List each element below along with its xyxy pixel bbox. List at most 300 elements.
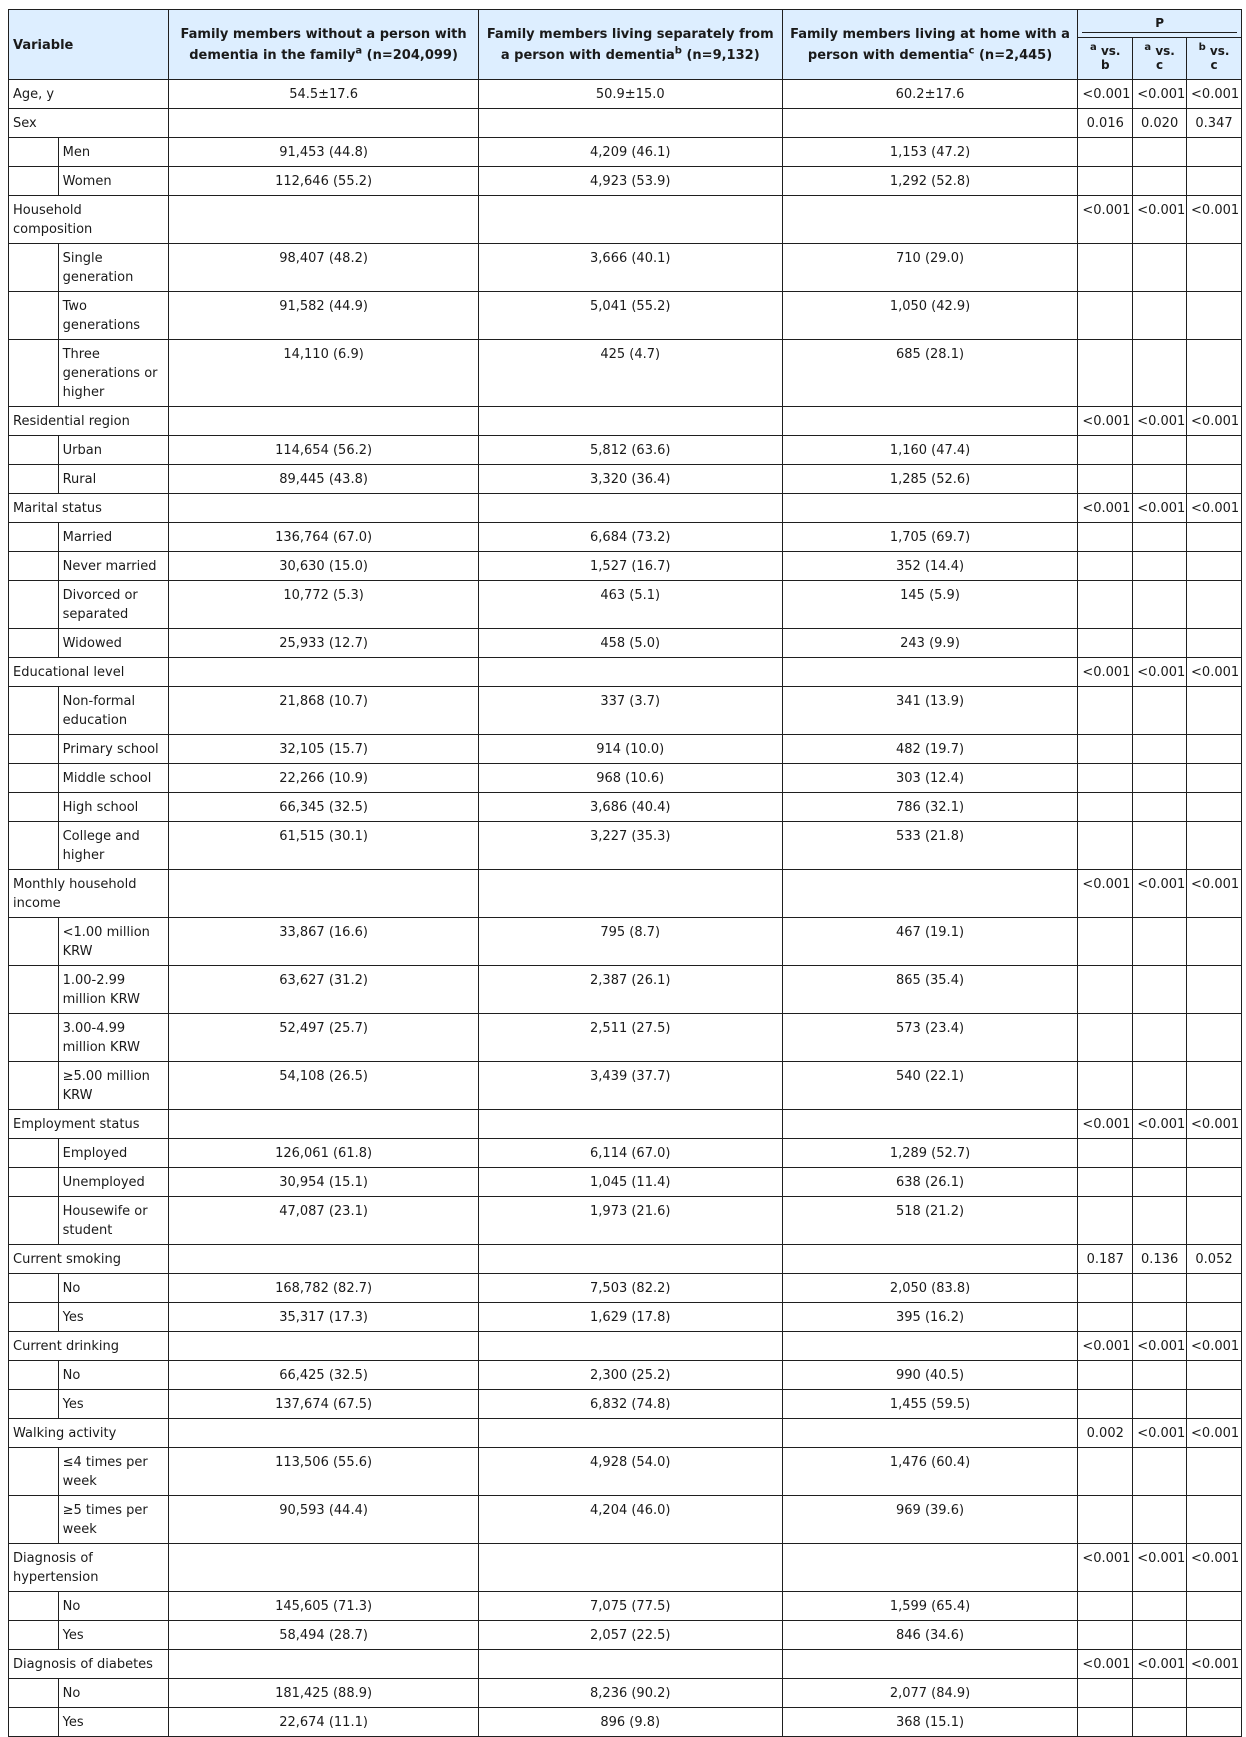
group-a-value: 126,061 (61.8): [169, 1139, 478, 1168]
table-row-subcategory: [9, 1139, 1242, 1168]
group-b-value: 795 (8.7): [478, 918, 782, 966]
group-a-value: 14,110 (6.9): [169, 340, 478, 407]
p-b-vs-c-value: [1187, 966, 1242, 1014]
subvariable-cell: Single generation: [58, 244, 169, 292]
group-c-value: 1,599 (65.4): [782, 1592, 1078, 1621]
subvariable-cell: Urban: [58, 436, 169, 465]
subvariable-cell: No: [58, 1274, 169, 1303]
p-a-vs-c-value: [1133, 465, 1187, 494]
indent-cell: [9, 340, 59, 407]
p-a-vs-c-value: [1133, 1679, 1187, 1708]
p-a-vs-c-value: [1133, 1303, 1187, 1332]
table-row-category: [9, 1110, 1242, 1139]
p-a-vs-c-value: [1133, 523, 1187, 552]
subvariable-cell: 3.00-4.99 million KRW: [58, 1014, 169, 1062]
group-c-value: 685 (28.1): [782, 340, 1078, 407]
p-a-vs-c-value: [1133, 340, 1187, 407]
subvariable-cell: Widowed: [58, 629, 169, 658]
table-row-subcategory: [9, 793, 1242, 822]
p-a-vs-b-value: 0.016: [1078, 109, 1133, 138]
p-a-vs-c-value: [1133, 822, 1187, 870]
table-row-subcategory: [9, 1621, 1242, 1650]
group-c-value: [782, 1245, 1078, 1274]
group-c-value: 303 (12.4): [782, 764, 1078, 793]
p-b-vs-c-value: <0.001: [1187, 1110, 1242, 1139]
group-b-value: 2,511 (27.5): [478, 1014, 782, 1062]
group-a-value: 54.5±17.6: [169, 80, 478, 109]
p-a-vs-c-value: [1133, 1014, 1187, 1062]
group-b-value: 3,686 (40.4): [478, 793, 782, 822]
indent-cell: [9, 629, 59, 658]
group-a-value: [169, 1650, 478, 1679]
subvariable-cell: <1.00 million KRW: [58, 918, 169, 966]
subvariable-cell: ≥5.00 million KRW: [58, 1062, 169, 1110]
group-a-value: [169, 658, 478, 687]
group-a-value: [169, 1544, 478, 1592]
table-body: [9, 80, 1242, 1737]
table-row-subcategory: [9, 1390, 1242, 1419]
p-a-vs-c-value: <0.001: [1133, 1544, 1187, 1592]
table-row-subcategory: [9, 764, 1242, 793]
table-row-category: [9, 1332, 1242, 1361]
table-row-category: [9, 80, 1242, 109]
group-b-value: 3,666 (40.1): [478, 244, 782, 292]
group-a-value: [169, 1245, 478, 1274]
p-a-vs-b-value: [1078, 966, 1133, 1014]
p-a-vs-c-value: [1133, 436, 1187, 465]
indent-cell: [9, 465, 59, 494]
p-b-vs-c-value: <0.001: [1187, 494, 1242, 523]
group-b-value: 4,928 (54.0): [478, 1448, 782, 1496]
table-row-category: [9, 407, 1242, 436]
indent-cell: [9, 1390, 59, 1419]
p-a-vs-c-value: [1133, 1708, 1187, 1737]
p-b-vs-c-value: [1187, 1361, 1242, 1390]
group-c-value: 786 (32.1): [782, 793, 1078, 822]
group-a-value: 112,646 (55.2): [169, 167, 478, 196]
p-b-vs-c-value: [1187, 581, 1242, 629]
p-a-vs-c-value: 0.136: [1133, 1245, 1187, 1274]
group-b-value: [478, 494, 782, 523]
group-a-value: 33,867 (16.6): [169, 918, 478, 966]
group-c-value: 145 (5.9): [782, 581, 1078, 629]
group-b-header: [478, 10, 782, 80]
table-row-subcategory: [9, 918, 1242, 966]
p-a-vs-c-value: [1133, 1592, 1187, 1621]
group-a-value: 98,407 (48.2): [169, 244, 478, 292]
table-row-subcategory: [9, 581, 1242, 629]
indent-cell: [9, 1448, 59, 1496]
table-row-subcategory: [9, 292, 1242, 340]
group-c-value: 710 (29.0): [782, 244, 1078, 292]
p-a-vs-c-value: [1133, 793, 1187, 822]
p-a-vs-c-header: [1133, 38, 1187, 80]
p-a-vs-b-value: <0.001: [1078, 870, 1133, 918]
group-b-value: [478, 407, 782, 436]
subvariable-cell: Married: [58, 523, 169, 552]
group-c-value: [782, 1650, 1078, 1679]
group-a-n: (n=204,099): [362, 48, 458, 63]
p-a-vs-b-value: [1078, 436, 1133, 465]
p-a-vs-c-value: <0.001: [1133, 1332, 1187, 1361]
table-row-subcategory: [9, 822, 1242, 870]
subvariable-cell: Two generations: [58, 292, 169, 340]
table-row-subcategory: [9, 1014, 1242, 1062]
p-a-vs-c-value: <0.001: [1133, 494, 1187, 523]
p-b-vs-c-value: <0.001: [1187, 1419, 1242, 1448]
p-a-vs-b-value: [1078, 918, 1133, 966]
p-ab-first: a: [1090, 42, 1097, 53]
indent-cell: [9, 793, 59, 822]
table-row-subcategory: [9, 340, 1242, 407]
group-b-value: [478, 870, 782, 918]
group-c-value: 1,050 (42.9): [782, 292, 1078, 340]
group-a-value: [169, 1332, 478, 1361]
group-b-value: [478, 1419, 782, 1448]
p-b-vs-c-value: [1187, 1448, 1242, 1496]
subvariable-cell: Yes: [58, 1708, 169, 1737]
p-b-vs-c-value: <0.001: [1187, 658, 1242, 687]
table-row-subcategory: [9, 436, 1242, 465]
group-c-value: [782, 1332, 1078, 1361]
table-row-subcategory: [9, 1496, 1242, 1544]
p-b-vs-c-value: <0.001: [1187, 870, 1242, 918]
group-c-value: 518 (21.2): [782, 1197, 1078, 1245]
group-b-value: 914 (10.0): [478, 735, 782, 764]
p-b-vs-c-value: [1187, 1197, 1242, 1245]
table-row-subcategory: [9, 1274, 1242, 1303]
group-a-value: 91,582 (44.9): [169, 292, 478, 340]
table-row-category: [9, 658, 1242, 687]
indent-cell: [9, 966, 59, 1014]
p-a-vs-c-value: [1133, 552, 1187, 581]
group-b-value: 3,320 (36.4): [478, 465, 782, 494]
p-b-vs-c-value: [1187, 523, 1242, 552]
group-c-value: 533 (21.8): [782, 822, 1078, 870]
p-a-vs-c-value: [1133, 1361, 1187, 1390]
group-a-value: 52,497 (25.7): [169, 1014, 478, 1062]
group-c-value: [782, 196, 1078, 244]
p-b-vs-c-value: [1187, 167, 1242, 196]
group-c-value: 1,476 (60.4): [782, 1448, 1078, 1496]
subvariable-cell: Yes: [58, 1390, 169, 1419]
indent-cell: [9, 918, 59, 966]
group-b-value: 1,527 (16.7): [478, 552, 782, 581]
group-a-header: [169, 10, 478, 80]
group-a-value: 63,627 (31.2): [169, 966, 478, 1014]
p-b-vs-c-value: <0.001: [1187, 407, 1242, 436]
p-a-vs-c-value: <0.001: [1133, 1650, 1187, 1679]
variable-cell: Current smoking: [9, 1245, 169, 1274]
subvariable-cell: Men: [58, 138, 169, 167]
table-row-subcategory: [9, 966, 1242, 1014]
p-ab-vs: vs.: [1100, 44, 1121, 58]
group-a-value: 30,630 (15.0): [169, 552, 478, 581]
p-ac-vs: vs.: [1155, 44, 1175, 58]
subvariable-cell: Middle school: [58, 764, 169, 793]
group-b-value: 337 (3.7): [478, 687, 782, 735]
group-a-value: 35,317 (17.3): [169, 1303, 478, 1332]
table-row-subcategory: [9, 465, 1242, 494]
indent-cell: [9, 1621, 59, 1650]
p-b-vs-c-value: <0.001: [1187, 1544, 1242, 1592]
group-c-value: 2,050 (83.8): [782, 1274, 1078, 1303]
p-b-vs-c-value: [1187, 1139, 1242, 1168]
p-a-vs-b-value: [1078, 822, 1133, 870]
group-a-value: 25,933 (12.7): [169, 629, 478, 658]
group-b-value: 3,439 (37.7): [478, 1062, 782, 1110]
group-a-value: 89,445 (43.8): [169, 465, 478, 494]
group-a-value: 136,764 (67.0): [169, 523, 478, 552]
variable-cell: Residential region: [9, 407, 169, 436]
group-a-value: 113,506 (55.6): [169, 1448, 478, 1496]
group-b-value: [478, 196, 782, 244]
group-b-value: 1,045 (11.4): [478, 1168, 782, 1197]
indent-cell: [9, 1496, 59, 1544]
p-b-vs-c-value: [1187, 1014, 1242, 1062]
group-b-value: 1,973 (21.6): [478, 1197, 782, 1245]
indent-cell: [9, 1274, 59, 1303]
table-row-subcategory: [9, 552, 1242, 581]
group-a-value: 168,782 (82.7): [169, 1274, 478, 1303]
p-a-vs-b-value: [1078, 552, 1133, 581]
p-b-vs-c-value: <0.001: [1187, 196, 1242, 244]
p-bc-vs: vs.: [1209, 44, 1230, 58]
p-a-vs-c-value: <0.001: [1133, 196, 1187, 244]
indent-cell: [9, 1197, 59, 1245]
p-b-vs-c-value: [1187, 735, 1242, 764]
group-a-value: 66,345 (32.5): [169, 793, 478, 822]
p-a-vs-b-value: <0.001: [1078, 196, 1133, 244]
table-row-subcategory: [9, 1448, 1242, 1496]
group-c-value: 1,160 (47.4): [782, 436, 1078, 465]
table-row-subcategory: [9, 629, 1242, 658]
group-a-title: Family members without a person with dementia in the family: [180, 27, 467, 63]
p-a-vs-b-value: <0.001: [1078, 407, 1133, 436]
group-a-value: 30,954 (15.1): [169, 1168, 478, 1197]
p-a-vs-c-value: [1133, 764, 1187, 793]
indent-cell: [9, 822, 59, 870]
group-c-value: 352 (14.4): [782, 552, 1078, 581]
indent-cell: [9, 1679, 59, 1708]
group-c-superscript: c: [968, 45, 975, 57]
p-a-vs-b-value: [1078, 167, 1133, 196]
p-a-vs-c-value: [1133, 1448, 1187, 1496]
table-row-subcategory: [9, 1679, 1242, 1708]
p-a-vs-c-value: [1133, 1139, 1187, 1168]
p-b-vs-c-value: [1187, 1708, 1242, 1737]
table-row-subcategory: [9, 523, 1242, 552]
variable-cell: Marital status: [9, 494, 169, 523]
p-b-vs-c-value: [1187, 465, 1242, 494]
p-a-vs-c-value: <0.001: [1133, 658, 1187, 687]
p-a-vs-b-value: <0.001: [1078, 1650, 1133, 1679]
group-a-value: 66,425 (32.5): [169, 1361, 478, 1390]
group-c-value: 865 (35.4): [782, 966, 1078, 1014]
p-a-vs-b-value: [1078, 1014, 1133, 1062]
indent-cell: [9, 1361, 59, 1390]
subvariable-cell: No: [58, 1679, 169, 1708]
p-a-vs-b-value: [1078, 1621, 1133, 1650]
subvariable-cell: High school: [58, 793, 169, 822]
table-row-subcategory: [9, 138, 1242, 167]
p-b-vs-c-value: [1187, 764, 1242, 793]
p-bc-second: c: [1210, 58, 1218, 72]
p-a-vs-b-value: [1078, 1168, 1133, 1197]
group-b-superscript: b: [674, 45, 682, 57]
p-b-vs-c-value: [1187, 793, 1242, 822]
subvariable-cell: ≥5 times per week: [58, 1496, 169, 1544]
table-row-category: [9, 109, 1242, 138]
group-c-value: [782, 1419, 1078, 1448]
group-b-value: [478, 109, 782, 138]
group-b-value: 458 (5.0): [478, 629, 782, 658]
p-a-vs-b-value: <0.001: [1078, 1332, 1133, 1361]
p-b-vs-c-value: <0.001: [1187, 1332, 1242, 1361]
group-c-value: 969 (39.6): [782, 1496, 1078, 1544]
indent-cell: [9, 138, 59, 167]
p-a-vs-b-header: [1078, 38, 1133, 80]
p-a-vs-b-value: [1078, 523, 1133, 552]
variable-cell: Age, y: [9, 80, 169, 109]
group-b-value: 3,227 (35.3): [478, 822, 782, 870]
variable-header: Variable: [9, 10, 169, 80]
variable-cell: Walking activity: [9, 1419, 169, 1448]
group-a-value: [169, 494, 478, 523]
group-a-value: 21,868 (10.7): [169, 687, 478, 735]
p-b-vs-c-value: [1187, 1168, 1242, 1197]
p-a-vs-c-value: [1133, 629, 1187, 658]
group-a-value: 58,494 (28.7): [169, 1621, 478, 1650]
p-b-vs-c-value: [1187, 1679, 1242, 1708]
group-c-value: 846 (34.6): [782, 1621, 1078, 1650]
p-a-vs-b-value: [1078, 1303, 1133, 1332]
subvariable-cell: Never married: [58, 552, 169, 581]
p-a-vs-c-value: <0.001: [1133, 80, 1187, 109]
p-a-vs-c-value: [1133, 1197, 1187, 1245]
subvariable-cell: Employed: [58, 1139, 169, 1168]
table-header: [9, 10, 1242, 80]
p-b-vs-c-value: [1187, 436, 1242, 465]
indent-cell: [9, 523, 59, 552]
p-a-vs-c-value: [1133, 167, 1187, 196]
indent-cell: [9, 1139, 59, 1168]
p-b-vs-c-value: [1187, 1062, 1242, 1110]
group-b-value: [478, 1110, 782, 1139]
variable-cell: Employment status: [9, 1110, 169, 1139]
group-b-value: 50.9±15.0: [478, 80, 782, 109]
p-a-vs-b-value: [1078, 793, 1133, 822]
p-a-vs-b-value: [1078, 138, 1133, 167]
group-c-n: (n=2,445): [974, 48, 1053, 63]
table-row-subcategory: [9, 167, 1242, 196]
table-row-subcategory: [9, 1062, 1242, 1110]
variable-cell: Diagnosis of hypertension: [9, 1544, 169, 1592]
p-b-vs-c-value: [1187, 1621, 1242, 1650]
group-b-value: 7,503 (82.2): [478, 1274, 782, 1303]
group-a-value: [169, 196, 478, 244]
p-a-vs-b-value: [1078, 687, 1133, 735]
group-c-header: [782, 10, 1078, 80]
group-a-value: [169, 109, 478, 138]
p-a-vs-c-value: [1133, 1390, 1187, 1419]
p-ab-second: b: [1100, 58, 1110, 72]
group-b-value: 2,387 (26.1): [478, 966, 782, 1014]
p-a-vs-c-value: <0.001: [1133, 1419, 1187, 1448]
indent-cell: [9, 244, 59, 292]
p-a-vs-b-value: [1078, 735, 1133, 764]
p-a-vs-c-value: [1133, 918, 1187, 966]
subvariable-cell: Divorced or separated: [58, 581, 169, 629]
p-a-vs-b-value: [1078, 292, 1133, 340]
group-b-value: [478, 1245, 782, 1274]
group-b-value: 896 (9.8): [478, 1708, 782, 1737]
p-b-vs-c-value: [1187, 1303, 1242, 1332]
group-a-value: 91,453 (44.8): [169, 138, 478, 167]
variable-cell: Sex: [9, 109, 169, 138]
table-row-subcategory: [9, 1708, 1242, 1737]
p-bc-first: b: [1198, 42, 1206, 53]
group-a-value: 145,605 (71.3): [169, 1592, 478, 1621]
p-a-vs-c-value: [1133, 1496, 1187, 1544]
p-b-vs-c-header: [1187, 38, 1242, 80]
group-a-value: 22,674 (11.1): [169, 1708, 478, 1737]
p-b-vs-c-value: [1187, 1496, 1242, 1544]
subvariable-cell: Women: [58, 167, 169, 196]
group-c-value: 395 (16.2): [782, 1303, 1078, 1332]
indent-cell: [9, 167, 59, 196]
group-c-value: [782, 1110, 1078, 1139]
group-b-value: 4,209 (46.1): [478, 138, 782, 167]
p-a-vs-c-value: 0.020: [1133, 109, 1187, 138]
p-a-vs-b-value: <0.001: [1078, 658, 1133, 687]
table-row-category: [9, 1650, 1242, 1679]
group-b-value: [478, 1544, 782, 1592]
group-c-value: [782, 109, 1078, 138]
group-c-value: 467 (19.1): [782, 918, 1078, 966]
indent-cell: [9, 1014, 59, 1062]
indent-cell: [9, 552, 59, 581]
group-b-value: 2,300 (25.2): [478, 1361, 782, 1390]
p-a-vs-c-value: <0.001: [1133, 407, 1187, 436]
p-a-vs-b-value: <0.001: [1078, 80, 1133, 109]
p-a-vs-b-value: [1078, 1448, 1133, 1496]
p-b-vs-c-value: 0.052: [1187, 1245, 1242, 1274]
group-c-value: [782, 1544, 1078, 1592]
p-b-vs-c-value: [1187, 292, 1242, 340]
group-c-value: 1,153 (47.2): [782, 138, 1078, 167]
group-b-n: (n=9,132): [681, 48, 760, 63]
table-row-category: [9, 870, 1242, 918]
group-c-value: [782, 658, 1078, 687]
table-row-category: [9, 1245, 1242, 1274]
indent-cell: [9, 1592, 59, 1621]
group-c-value: [782, 494, 1078, 523]
variable-cell: Monthly household income: [9, 870, 169, 918]
group-c-value: 1,285 (52.6): [782, 465, 1078, 494]
group-b-value: 8,236 (90.2): [478, 1679, 782, 1708]
p-b-vs-c-value: [1187, 1592, 1242, 1621]
p-a-vs-b-value: <0.001: [1078, 494, 1133, 523]
p-value-label: P: [1082, 16, 1237, 33]
group-c-value: 60.2±17.6: [782, 80, 1078, 109]
group-b-value: 5,041 (55.2): [478, 292, 782, 340]
table-row-subcategory: [9, 1303, 1242, 1332]
indent-cell: [9, 292, 59, 340]
indent-cell: [9, 687, 59, 735]
p-a-vs-b-value: <0.001: [1078, 1110, 1133, 1139]
subvariable-cell: 1.00-2.99 million KRW: [58, 966, 169, 1014]
